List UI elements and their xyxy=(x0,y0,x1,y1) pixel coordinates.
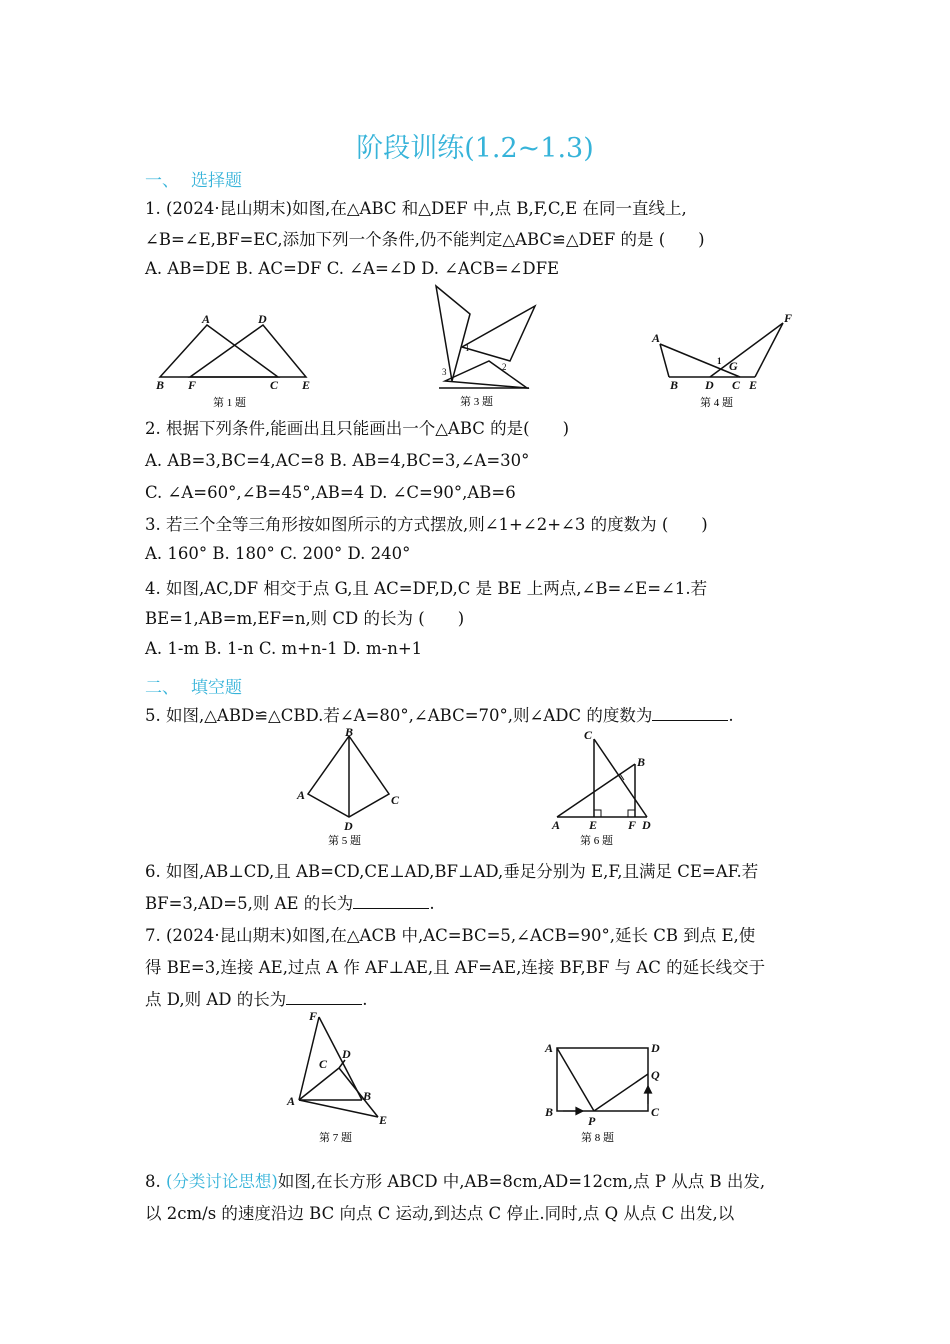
figure-6-caption: 第 6 题 xyxy=(580,835,613,847)
label-c: C xyxy=(584,728,593,742)
label-d: D xyxy=(344,819,353,833)
figure-4 xyxy=(645,308,805,412)
question-2-options-2: C. ∠A=60°,∠B=45°,AB=4 D. ∠C=90°,AB=6 xyxy=(145,483,516,502)
label-f: F xyxy=(188,378,197,392)
segment-cd xyxy=(594,739,647,817)
label-f: F xyxy=(628,818,637,832)
right-angle-e xyxy=(594,810,601,817)
angle-2-label: 2 xyxy=(502,362,507,372)
question-6-line-1: 6. 如图,AB⊥CD,且 AB=CD,CE⊥AD,BF⊥AD,垂足分别为 E,F,且满足 CE=AF.若 xyxy=(145,862,759,881)
segment-ab xyxy=(660,344,669,377)
question-6-line-2 xyxy=(145,893,435,915)
figure-3-caption: 第 3 题 xyxy=(460,396,493,408)
question-8-line-2: 以 2cm/s 的速度沿边 BC 向点 C 运动,到达点 C 停止.同时,点 Q 从点 C 出发,以 xyxy=(145,1204,735,1223)
figure-1 xyxy=(150,308,320,412)
label-e: E xyxy=(302,378,311,392)
section-number: 二、 xyxy=(145,678,179,698)
question-8-text: 如图,在长方形 ABCD 中,AB=8cm,AD=12cm,点 P 从点 B 出发, xyxy=(277,1172,766,1191)
label-a: A xyxy=(552,818,561,832)
section-label: 填空题 xyxy=(191,678,242,698)
figure-7 xyxy=(280,1004,400,1149)
label-e: E xyxy=(749,378,758,392)
rectangle-abcd xyxy=(557,1048,648,1111)
angle-1-label: 1 xyxy=(465,343,470,353)
answer-blank xyxy=(286,990,362,1005)
segment-ap xyxy=(557,1048,594,1111)
triangle-abc xyxy=(160,325,278,377)
triangle-def xyxy=(190,325,306,377)
question-4-options: A. 1-m B. 1-n C. m+n-1 D. m-n+1 xyxy=(145,639,423,658)
label-d: D xyxy=(651,1041,660,1055)
label-a: A xyxy=(652,331,661,345)
question-1-options: A. AB=DE B. AC=DF C. ∠A=∠D D. ∠ACB=∠DFE xyxy=(145,259,560,278)
label-e: E xyxy=(589,818,598,832)
question-8-tag: (分类讨论思想) xyxy=(166,1172,278,1191)
question-7-line-1: 7. (2024·昆山期末)如图,在△ACB 中,AC=BC=5,∠ACB=90°,延长 CB 到点 E,使 xyxy=(145,926,756,945)
question-4-line-2: BE=1,AB=m,EF=n,则 CD 的长为 ( ) xyxy=(145,609,465,628)
label-q: Q xyxy=(651,1068,660,1082)
figure-5-caption: 第 5 题 xyxy=(328,835,361,847)
page-title: 阶段训练(1.2~1.3) xyxy=(356,133,594,164)
figure-7-caption: 第 7 题 xyxy=(319,1132,352,1144)
triangle-bottom xyxy=(445,361,527,388)
section-heading-choice xyxy=(145,166,242,191)
label-p: P xyxy=(588,1114,596,1128)
question-8-line-1 xyxy=(145,1171,765,1193)
label-c: C xyxy=(391,793,400,807)
label-c: C xyxy=(651,1105,660,1119)
label-a: A xyxy=(297,788,306,802)
label-f: F xyxy=(784,311,793,325)
period: . xyxy=(362,990,368,1009)
question-4-line-1: 4. 如图,AC,DF 相交于点 G,且 AC=DF,D,C 是 BE 上两点,∠B=∠E=∠1.若 xyxy=(145,579,708,598)
question-3-options: A. 160° B. 180° C. 200° D. 240° xyxy=(145,544,411,563)
segment-ac xyxy=(660,344,740,377)
segment-pq xyxy=(594,1074,648,1111)
section-label: 选择题 xyxy=(191,171,242,191)
label-d: D xyxy=(705,378,714,392)
label-a: A xyxy=(545,1041,554,1055)
answer-blank xyxy=(353,894,429,909)
figure-1-caption: 第 1 题 xyxy=(213,397,246,409)
question-7-text: 点 D,则 AD 的长为 xyxy=(145,990,287,1009)
section-heading-fill xyxy=(145,673,242,698)
label-a: A xyxy=(287,1094,296,1108)
label-f: F xyxy=(309,1009,318,1023)
section-number: 一、 xyxy=(145,171,179,191)
label-e: E xyxy=(379,1113,388,1127)
label-c: C xyxy=(732,378,741,392)
segment-df xyxy=(710,323,783,377)
figure-4-caption: 第 4 题 xyxy=(700,397,733,409)
right-angle-f xyxy=(628,810,635,817)
figure-3 xyxy=(425,284,550,412)
label-b: B xyxy=(156,378,165,392)
label-b: B xyxy=(345,725,354,739)
segment-af xyxy=(299,1017,319,1100)
label-d: D xyxy=(342,1047,351,1061)
question-2-options-1: A. AB=3,BC=4,AC=8 B. AB=4,BC=3,∠A=30° xyxy=(145,451,530,470)
question-2-line-1: 2. 根据下列条件,能画出且只能画出一个△ABC 的是( ) xyxy=(145,419,570,438)
segment-ab xyxy=(557,764,635,817)
figure-5 xyxy=(290,724,410,852)
segment-ef xyxy=(755,323,783,377)
label-a: A xyxy=(202,312,211,326)
question-3-line-1: 3. 若三个全等三角形按如图所示的方式摆放,则∠1+∠2+∠3 的度数为 ( ) xyxy=(145,515,708,534)
answer-blank xyxy=(652,706,728,721)
label-b: B xyxy=(363,1089,372,1103)
arrowhead-right xyxy=(576,1108,583,1115)
triangle-right xyxy=(462,306,535,361)
label-d: D xyxy=(642,818,651,832)
label-b: B xyxy=(637,755,646,769)
question-1-line-1: 1. (2024·昆山期末)如图,在△ABC 和△DEF 中,点 B,F,C,E 在同一直线上, xyxy=(145,199,687,218)
period: . xyxy=(429,894,435,913)
question-5-text: 5. 如图,△ABD≌△CBD.若∠A=80°,∠ABC=70°,则∠ADC 的度数为 xyxy=(145,706,653,725)
arrowhead-up xyxy=(645,1086,652,1093)
question-7-line-2: 得 BE=3,连接 AE,过点 A 作 AF⊥AE,且 AF=AE,连接 BF,BF 与 AC 的延长线交于 xyxy=(145,958,766,977)
period: . xyxy=(728,706,734,725)
question-1-line-2: ∠B=∠E,BF=EC,添加下列一个条件,仍不能判定△ABC≌△DEF 的是 ( ) xyxy=(145,230,705,249)
label-c: C xyxy=(270,378,279,392)
label-c: C xyxy=(319,1057,328,1071)
label-b: B xyxy=(545,1105,554,1119)
label-b: B xyxy=(670,378,679,392)
figure-8 xyxy=(538,1034,678,1149)
angle-1-label: 1 xyxy=(717,356,722,366)
question-6-text: BF=3,AD=5,则 AE 的长为 xyxy=(145,894,354,913)
figure-8-caption: 第 8 题 xyxy=(581,1132,614,1144)
label-g: G xyxy=(729,359,738,373)
figure-6 xyxy=(545,724,665,852)
angle-3-label: 3 xyxy=(442,367,447,377)
question-8-number: 8. xyxy=(145,1172,166,1191)
label-d: D xyxy=(258,312,267,326)
